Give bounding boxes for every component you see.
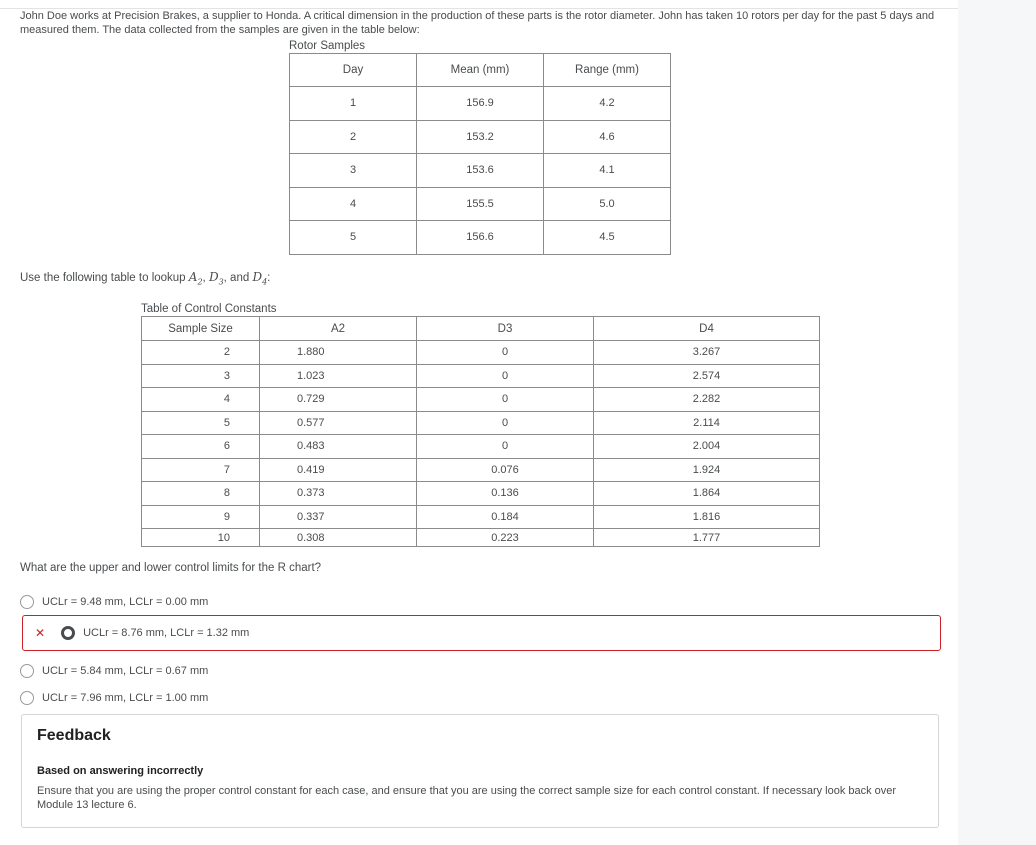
day-cell: 1 xyxy=(290,87,417,121)
answer-option-4[interactable] xyxy=(20,691,208,705)
table-row xyxy=(142,341,820,365)
question-intro: John Doe works at Precision Brakes, a supplier to Honda. A critical dimension in the production of these parts is the rotor diameter. John has taken 10 rotors per day for the past 5 days and measured them. The data collected from the samples are given in the table below: xyxy=(20,10,935,36)
a2-cell: 0.419 xyxy=(260,458,417,482)
symbol-d3-letter: D xyxy=(208,270,219,284)
answer-option-1[interactable] xyxy=(20,595,208,609)
table-row xyxy=(142,435,820,459)
table-row xyxy=(142,411,820,435)
table-row xyxy=(142,388,820,412)
d3-cell: 0.076 xyxy=(417,458,594,482)
sample-size-cell: 10 xyxy=(142,529,260,547)
mean-cell: 153.2 xyxy=(417,120,544,154)
table-row xyxy=(290,221,671,255)
d3-cell: 0.136 xyxy=(417,482,594,506)
d3-cell: 0 xyxy=(417,364,594,388)
answer-option-2-incorrect[interactable] xyxy=(22,615,941,651)
d4-cell: 3.267 xyxy=(594,341,820,365)
d3-cell: 0 xyxy=(417,411,594,435)
sample-size-cell: 3 xyxy=(142,364,260,388)
sample-size-cell: 5 xyxy=(142,411,260,435)
d4-cell: 1.816 xyxy=(594,505,820,529)
feedback-title: Feedback xyxy=(37,727,111,744)
symbol-d3 xyxy=(208,270,224,287)
range-cell: 4.6 xyxy=(544,120,671,154)
radio-button-icon[interactable] xyxy=(20,595,34,609)
feedback-subtitle: Based on answering incorrectly xyxy=(37,765,204,777)
header-mean: Mean (mm) xyxy=(417,54,544,87)
day-cell: 5 xyxy=(290,221,417,255)
a2-cell: 0.308 xyxy=(260,529,417,547)
d4-cell: 1.777 xyxy=(594,529,820,547)
d3-cell: 0 xyxy=(417,388,594,412)
rotor-table-caption: Rotor Samples xyxy=(289,40,366,52)
option-label: UCLr = 8.76 mm, LCLr = 1.32 mm xyxy=(83,627,250,639)
table-row xyxy=(290,120,671,154)
d4-cell: 1.924 xyxy=(594,458,820,482)
symbol-d4-letter: D xyxy=(252,270,263,284)
d4-cell: 2.282 xyxy=(594,388,820,412)
mean-cell: 155.5 xyxy=(417,187,544,221)
question-prompt: What are the upper and lower control limits for the R chart? xyxy=(20,562,322,574)
symbol-a2-letter: A xyxy=(188,270,198,284)
range-cell: 5.0 xyxy=(544,187,671,221)
d4-cell: 2.004 xyxy=(594,435,820,459)
table-row xyxy=(142,458,820,482)
d3-cell: 0.184 xyxy=(417,505,594,529)
table-row xyxy=(142,482,820,506)
a2-cell: 0.729 xyxy=(260,388,417,412)
d3-cell: 0 xyxy=(417,435,594,459)
radio-button-icon[interactable] xyxy=(20,664,34,678)
table-row xyxy=(142,529,820,547)
d3-cell: 0 xyxy=(417,341,594,365)
radio-button-icon[interactable] xyxy=(20,691,34,705)
option-label: UCLr = 9.48 mm, LCLr = 0.00 mm xyxy=(42,596,209,608)
symbol-d3-sub: 3 xyxy=(218,277,224,287)
symbol-a2-sub: 2 xyxy=(197,277,203,287)
feedback-panel xyxy=(21,714,939,828)
range-cell: 4.5 xyxy=(544,221,671,255)
symbol-d4-sub: 4 xyxy=(262,277,268,287)
d3-cell: 0.223 xyxy=(417,529,594,547)
symbol-d4 xyxy=(252,270,268,287)
rotor-samples-table xyxy=(289,53,671,255)
option-label: UCLr = 7.96 mm, LCLr = 1.00 mm xyxy=(42,692,209,704)
table-header-row xyxy=(290,54,671,87)
table-row xyxy=(142,364,820,388)
range-cell: 4.1 xyxy=(544,154,671,188)
a2-cell: 0.577 xyxy=(260,411,417,435)
table-row xyxy=(142,505,820,529)
day-cell: 2 xyxy=(290,120,417,154)
range-cell: 4.2 xyxy=(544,87,671,121)
header-d4: D4 xyxy=(594,317,820,341)
header-a2: A2 xyxy=(260,317,417,341)
feedback-body: Ensure that you are using the proper control constant for each case, and ensure that you are using the correct sample size for each control constant. If necessary look back over Module 13 lecture 6. xyxy=(37,785,897,811)
header-d3: D3 xyxy=(417,317,594,341)
lookup-prefix: Use the following table to lookup xyxy=(20,272,189,284)
symbol-a2 xyxy=(188,270,203,287)
table-row xyxy=(290,154,671,188)
mean-cell: 153.6 xyxy=(417,154,544,188)
sample-size-cell: 2 xyxy=(142,341,260,365)
lookup-sep1: , xyxy=(202,272,209,284)
a2-cell: 0.373 xyxy=(260,482,417,506)
d4-cell: 1.864 xyxy=(594,482,820,506)
day-cell: 4 xyxy=(290,187,417,221)
sample-size-cell: 4 xyxy=(142,388,260,412)
a2-cell: 0.483 xyxy=(260,435,417,459)
d4-cell: 2.574 xyxy=(594,364,820,388)
table-row xyxy=(290,87,671,121)
header-range: Range (mm) xyxy=(544,54,671,87)
sample-size-cell: 9 xyxy=(142,505,260,529)
header-sample-size: Sample Size xyxy=(142,317,260,341)
sample-size-cell: 6 xyxy=(142,435,260,459)
control-constants-table xyxy=(141,316,820,547)
radio-selected-icon[interactable] xyxy=(61,626,75,640)
day-cell: 3 xyxy=(290,154,417,188)
table-row xyxy=(290,187,671,221)
answer-option-3[interactable] xyxy=(20,664,208,678)
sample-size-cell: 7 xyxy=(142,458,260,482)
a2-cell: 1.023 xyxy=(260,364,417,388)
incorrect-x-icon: ✕ xyxy=(35,626,46,640)
mean-cell: 156.9 xyxy=(417,87,544,121)
option-label: UCLr = 5.84 mm, LCLr = 0.67 mm xyxy=(42,665,209,677)
header-day: Day xyxy=(290,54,417,87)
table-header-row xyxy=(142,317,820,341)
right-gutter xyxy=(958,0,1036,845)
lookup-instruction xyxy=(20,270,270,286)
a2-cell: 1.880 xyxy=(260,341,417,365)
sample-size-cell: 8 xyxy=(142,482,260,506)
d4-cell: 2.114 xyxy=(594,411,820,435)
lookup-suffix: : xyxy=(267,272,271,284)
a2-cell: 0.337 xyxy=(260,505,417,529)
constants-table-caption: Table of Control Constants xyxy=(141,303,277,315)
lookup-sep2: , and xyxy=(223,272,253,284)
mean-cell: 156.6 xyxy=(417,221,544,255)
